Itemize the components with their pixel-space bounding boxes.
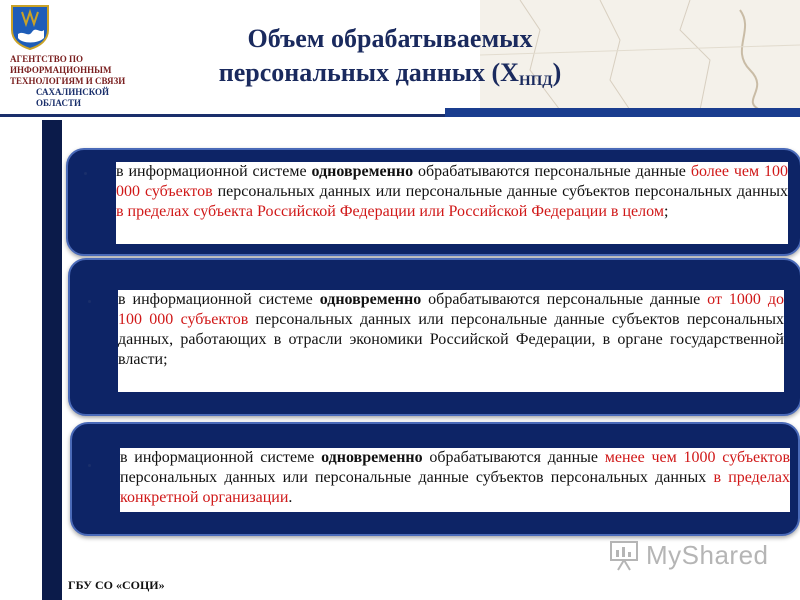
title-close-paren: ) — [552, 58, 562, 87]
header-divider-right — [445, 108, 800, 117]
bullet-dot-icon — [84, 172, 87, 175]
criteria-box-3 — [70, 422, 800, 536]
criteria-text-span: персональных данных или персональные данные субъектов персональных данных — [212, 183, 788, 200]
bullet-dot-icon — [88, 300, 91, 303]
criteria-text-span: обрабатываются персональные данные — [413, 163, 691, 180]
criteria-text-span: персональных данных или персональные данные субъектов персональных данных, работающих в отрасли экономики Российской Федерации, в органе государственной власти; — [118, 311, 784, 368]
criteria-text-span: от 1000 до 100 000 субъектов — [118, 291, 784, 328]
bullet-dot-icon — [88, 464, 91, 467]
criteria-text-span: обрабатываются данные — [422, 449, 605, 466]
criteria-text-span: одновременно — [321, 449, 423, 466]
criteria-text-span: обрабатываются персональные данные — [421, 291, 708, 308]
criteria-text-span: ; — [663, 203, 669, 220]
slide-header — [0, 0, 800, 120]
criteria-text-span: в информационной системе — [120, 449, 322, 466]
criteria-text-span: персональных данных или персональные данные субъектов персональных данных — [120, 469, 714, 486]
criteria-text-span: одновременно — [319, 291, 422, 308]
criteria-text-span: . — [288, 489, 293, 506]
criteria-box-2 — [68, 258, 800, 416]
criteria-text-span: менее чем 1000 субъектов — [604, 449, 790, 466]
header-divider-left — [0, 114, 445, 117]
agency-line: АГЕНТСТВО ПО — [10, 54, 83, 64]
criteria-text-span: в пределах субъекта Российской Федерации или Российской Федерации в целом — [116, 203, 664, 220]
criteria-text-span: одновременно — [311, 163, 414, 180]
sakhalin-coat-of-arms-icon — [10, 4, 50, 50]
criteria-text-span: в информационной системе — [118, 291, 320, 308]
agency-line: САХАЛИНСКОЙ — [36, 87, 110, 97]
agency-line: ОБЛАСТИ — [36, 98, 81, 108]
presentation-board-icon — [608, 538, 642, 572]
agency-line: ТЕХНОЛОГИЯМ И СВЯЗИ — [10, 76, 126, 86]
title-line-2 — [160, 56, 620, 98]
criteria-text — [118, 290, 784, 392]
watermark — [608, 536, 778, 576]
title-line-2-text: персональных данных (Х — [218, 58, 519, 87]
criteria-text-span: в информационной системе — [116, 163, 312, 180]
criteria-text-span: более чем 100 000 субъектов — [116, 163, 789, 200]
left-accent-bar — [42, 120, 62, 600]
watermark-text: MyShared — [646, 540, 769, 570]
slide-title — [160, 22, 620, 98]
criteria-text — [120, 448, 790, 512]
title-line-1: Объем обрабатываемых — [247, 24, 533, 53]
criteria-text-span: в пределах конкретной организации — [120, 469, 790, 506]
footer-organization: ГБУ СО «СОЦИ» — [68, 578, 165, 592]
criteria-box-1 — [66, 148, 800, 256]
agency-name — [10, 54, 150, 109]
agency-line: ИНФОРМАЦИОННЫМ — [10, 65, 112, 75]
title-subscript: НПД — [518, 73, 553, 89]
criteria-text — [116, 162, 788, 244]
